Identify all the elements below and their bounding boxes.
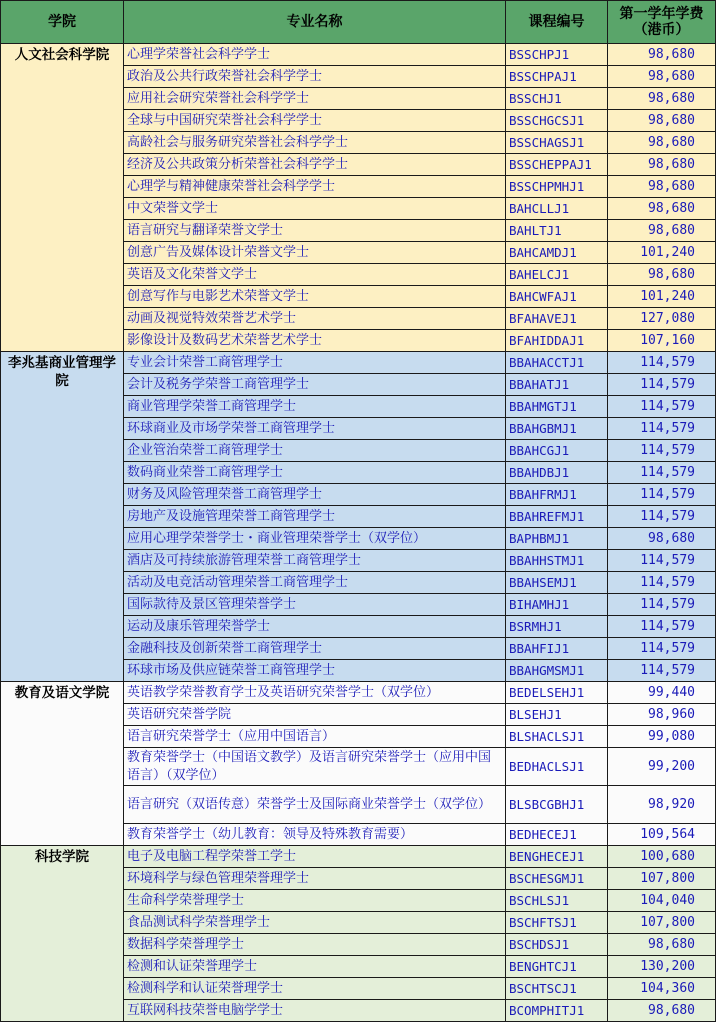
header-program: 专业名称 (124, 1, 506, 44)
course-code: BENGHTCJ1 (506, 956, 608, 978)
program-name: 中文荣誉文学士 (124, 198, 506, 220)
course-code: BLSBCGBHJ1 (506, 786, 608, 824)
course-code: BBAHDBJ1 (506, 462, 608, 484)
program-name: 语言研究荣誉学士（应用中国语言） (124, 726, 506, 748)
course-code: BLSHACLSJ1 (506, 726, 608, 748)
program-name: 经济及公共政策分析荣誉社会科学学士 (124, 154, 506, 176)
course-code: BCOMPHITJ1 (506, 1000, 608, 1022)
tuition-fee: 107,800 (608, 868, 716, 890)
header-school: 学院 (1, 1, 124, 44)
tuition-fee: 114,579 (608, 572, 716, 594)
course-code: BBAHGBMJ1 (506, 418, 608, 440)
program-name: 数据科学荣誉理学士 (124, 934, 506, 956)
tuition-fee: 104,040 (608, 890, 716, 912)
tuition-fee: 114,579 (608, 396, 716, 418)
program-name: 英语研究荣誉学院 (124, 704, 506, 726)
program-name: 企业管治荣誉工商管理学士 (124, 440, 506, 462)
course-code: BEDHECEJ1 (506, 824, 608, 846)
course-code: BEDELSEHJ1 (506, 682, 608, 704)
tuition-fee: 114,579 (608, 594, 716, 616)
tuition-fee: 98,920 (608, 786, 716, 824)
program-name: 互联网科技荣誉电脑学学士 (124, 1000, 506, 1022)
tuition-fee: 101,240 (608, 286, 716, 308)
tuition-fee: 114,579 (608, 462, 716, 484)
program-name: 高龄社会与服务研究荣誉社会科学学士 (124, 132, 506, 154)
program-name: 应用心理学荣誉学士・商业管理荣誉学士（双学位） (124, 528, 506, 550)
course-code: BAHELCJ1 (506, 264, 608, 286)
program-name: 影像设计及数码艺术荣誉艺术学士 (124, 330, 506, 352)
course-code: BSSCHPMHJ1 (506, 176, 608, 198)
program-name: 国际款待及景区管理荣誉学士 (124, 594, 506, 616)
program-name: 活动及电竞活动管理荣誉工商管理学士 (124, 572, 506, 594)
course-code: BAPHBMJ1 (506, 528, 608, 550)
course-code: BSCHESGMJ1 (506, 868, 608, 890)
program-name: 环境科学与绿色管理荣誉理学士 (124, 868, 506, 890)
course-code: BSSCHPAJ1 (506, 66, 608, 88)
tuition-fee: 114,579 (608, 440, 716, 462)
program-name: 语言研究与翻译荣誉文学士 (124, 220, 506, 242)
course-code: BSSCHEPPAJ1 (506, 154, 608, 176)
program-row (1, 352, 716, 374)
tuition-fee: 99,200 (608, 748, 716, 786)
course-code: BBAHGMSMJ1 (506, 660, 608, 682)
program-name: 创意写作与电影艺术荣誉文学士 (124, 286, 506, 308)
program-row (1, 846, 716, 868)
program-name: 环球商业及市场学荣誉工商管理学士 (124, 418, 506, 440)
tuition-fee: 99,440 (608, 682, 716, 704)
program-name: 教育荣誉学士（幼儿教育：领导及特殊教育需要） (124, 824, 506, 846)
program-name: 会计及税务学荣誉工商管理学士 (124, 374, 506, 396)
tuition-fee: 98,680 (608, 1000, 716, 1022)
tuition-fee: 114,579 (608, 550, 716, 572)
course-code: BBAHCGJ1 (506, 440, 608, 462)
school-name: 人文社会科学院 (1, 44, 124, 352)
program-name: 酒店及可持续旅游管理荣誉工商管理学士 (124, 550, 506, 572)
tuition-fee: 114,579 (608, 352, 716, 374)
program-name: 应用社会研究荣誉社会科学学士 (124, 88, 506, 110)
tuition-fee: 100,680 (608, 846, 716, 868)
program-name: 数码商业荣誉工商管理学士 (124, 462, 506, 484)
tuition-fee: 98,680 (608, 220, 716, 242)
tuition-fee: 98,680 (608, 528, 716, 550)
program-name: 生命科学荣誉理学士 (124, 890, 506, 912)
course-code: BEDHACLSJ1 (506, 748, 608, 786)
program-name: 语言研究（双语传意）荣誉学士及国际商业荣誉学士（双学位） (124, 786, 506, 824)
tuition-fee: 109,564 (608, 824, 716, 846)
header-row (1, 1, 716, 44)
course-code: BSSCHJ1 (506, 88, 608, 110)
course-code: BBAHATJ1 (506, 374, 608, 396)
program-name: 心理学与精神健康荣誉社会科学学士 (124, 176, 506, 198)
course-code: BLSEHJ1 (506, 704, 608, 726)
program-name: 创意广告及媒体设计荣誉文学士 (124, 242, 506, 264)
course-code: BSCHTSCJ1 (506, 978, 608, 1000)
course-code: BSCHFTSJ1 (506, 912, 608, 934)
header-code: 课程编号 (506, 1, 608, 44)
tuition-fee: 98,680 (608, 110, 716, 132)
program-name: 专业会计荣誉工商管理学士 (124, 352, 506, 374)
course-code: BFAHAVEJ1 (506, 308, 608, 330)
tuition-fee: 114,579 (608, 616, 716, 638)
course-code: BBAHREFMJ1 (506, 506, 608, 528)
program-name: 商业管理学荣誉工商管理学士 (124, 396, 506, 418)
course-code: BSRMHJ1 (506, 616, 608, 638)
tuition-fee: 107,160 (608, 330, 716, 352)
course-code: BENGHECEJ1 (506, 846, 608, 868)
tuition-fee: 98,960 (608, 704, 716, 726)
program-row (1, 44, 716, 66)
course-code: BAHLTJ1 (506, 220, 608, 242)
program-name: 房地产及设施管理荣誉工商管理学士 (124, 506, 506, 528)
program-name: 检测科学和认证荣誉理学士 (124, 978, 506, 1000)
course-code: BFAHIDDAJ1 (506, 330, 608, 352)
course-code: BBAHHSTMJ1 (506, 550, 608, 572)
tuition-fee: 114,579 (608, 660, 716, 682)
tuition-fee: 114,579 (608, 506, 716, 528)
tuition-fee: 98,680 (608, 88, 716, 110)
program-name: 动画及视觉特效荣誉艺术学士 (124, 308, 506, 330)
tuition-fee: 107,800 (608, 912, 716, 934)
program-name: 英语教学荣誉教育学士及英语研究荣誉学士（双学位） (124, 682, 506, 704)
course-code: BAHCAMDJ1 (506, 242, 608, 264)
tuition-fee: 114,579 (608, 484, 716, 506)
tuition-fee: 98,680 (608, 44, 716, 66)
program-name: 运动及康乐管理荣誉学士 (124, 616, 506, 638)
tuition-fee: 114,579 (608, 374, 716, 396)
tuition-fee: 98,680 (608, 66, 716, 88)
header-fee (608, 1, 716, 44)
program-row (1, 682, 716, 704)
course-code: BBAHSEMJ1 (506, 572, 608, 594)
course-code: BBAHFIJ1 (506, 638, 608, 660)
program-name: 政治及公共行政荣誉社会科学学士 (124, 66, 506, 88)
course-code: BSSCHPJ1 (506, 44, 608, 66)
program-name: 电子及电脑工程学荣誉工学士 (124, 846, 506, 868)
course-code: BBAHFRMJ1 (506, 484, 608, 506)
school-name: 李兆基商业管理学院 (1, 352, 124, 682)
tuition-fee: 101,240 (608, 242, 716, 264)
tuition-fee: 127,080 (608, 308, 716, 330)
tuition-fee: 114,579 (608, 638, 716, 660)
program-name: 检测和认证荣誉理学士 (124, 956, 506, 978)
program-name: 英语及文化荣誉文学士 (124, 264, 506, 286)
tuition-fee: 114,579 (608, 418, 716, 440)
course-code: BSSCHAGSJ1 (506, 132, 608, 154)
course-code: BAHCWFAJ1 (506, 286, 608, 308)
tuition-fee: 130,200 (608, 956, 716, 978)
school-name: 科技学院 (1, 846, 124, 1022)
program-name: 环球市场及供应链荣誉工商管理学士 (124, 660, 506, 682)
course-code: BSCHLSJ1 (506, 890, 608, 912)
header-fee-line1: 第一学年学费 (619, 6, 704, 22)
school-name: 教育及语文学院 (1, 682, 124, 846)
course-code: BBAHACCTJ1 (506, 352, 608, 374)
program-name: 教育荣誉学士（中国语文教学）及语言研究荣誉学士（应用中国语言）（双学位） (124, 748, 506, 786)
header-fee-line2: （港币） (633, 22, 690, 38)
program-name: 全球与中国研究荣誉社会科学学士 (124, 110, 506, 132)
tuition-fee: 99,080 (608, 726, 716, 748)
tuition-fee: 98,680 (608, 198, 716, 220)
tuition-fee: 98,680 (608, 176, 716, 198)
course-code: BSSCHGCSJ1 (506, 110, 608, 132)
program-name: 金融科技及创新荣誉工商管理学士 (124, 638, 506, 660)
table-body (1, 44, 716, 1022)
program-name: 食品测试科学荣誉理学士 (124, 912, 506, 934)
tuition-fee: 98,680 (608, 132, 716, 154)
course-code: BSCHDSJ1 (506, 934, 608, 956)
program-name: 财务及风险管理荣誉工商管理学士 (124, 484, 506, 506)
program-name: 心理学荣誉社会科学学士 (124, 44, 506, 66)
tuition-fee: 98,680 (608, 154, 716, 176)
tuition-fee: 98,680 (608, 934, 716, 956)
course-code: BAHCLLJ1 (506, 198, 608, 220)
tuition-fee: 98,680 (608, 264, 716, 286)
course-code: BBAHMGTJ1 (506, 396, 608, 418)
course-code: BIHAMHJ1 (506, 594, 608, 616)
tuition-fee: 104,360 (608, 978, 716, 1000)
